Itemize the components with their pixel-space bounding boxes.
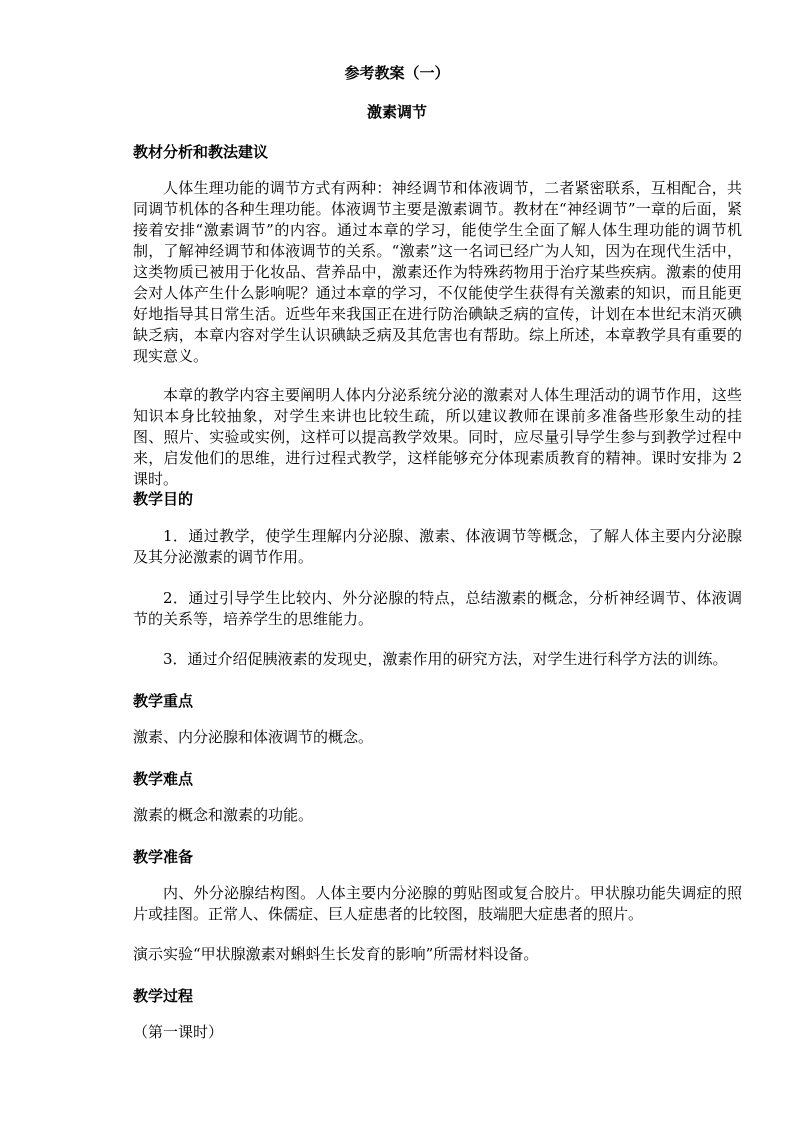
analysis-paragraph-2: 本章的教学内容主要阐明人体内分泌系统分泌的激素对人体生理活动的调节作用，这些知识本身比较抽象，对学生来讲也比较生疏，所以建议教师在课前多准备些形象生动的挂图、照片、实验或实例，这样可以提高教学效果。同时，应尽量引导学生参与到教学过程中来，启发他们的思维，进行过程式教学，这样能够充分体现素质教育的精神。课时安排为 2 课时。 (133, 386, 742, 488)
goal-item-3: 3．通过介绍促胰液素的发现史，激素作用的研究方法，对学生进行科学方法的训练。 (163, 650, 728, 668)
section-heading-key-points: 教学重点 (133, 692, 194, 710)
document-title: 参考教案（一） (344, 64, 450, 82)
preparation-paragraph-1: 内、外分泌腺结构图。人体主要内分泌腺的剪贴图或复合胶片。甲状腺功能失调症的照片或挂图。正常人、侏儒症、巨人症患者的比较图，肢端肥大症患者的照片。 (133, 884, 742, 923)
goal-item-1: 1．通过教学，使学生理解内分泌腺、激素、体液调节等概念，了解人体主要内分泌腺及其分泌激素的调节作用。 (133, 527, 742, 566)
goal-item-2: 2．通过引导学生比较内、外分泌腺的特点，总结激素的概念，分析神经调节、体液调节的关系等，培养学生的思维能力。 (133, 589, 742, 628)
key-points-text: 激素、内分泌腺和体液调节的概念。 (133, 728, 374, 746)
lesson-label: （第一课时） (133, 1023, 224, 1041)
difficulties-text: 激素的概念和激素的功能。 (133, 806, 314, 824)
analysis-paragraph-1: 人体生理功能的调节方式有两种：神经调节和体液调节，二者紧密联系，互相配合，共同调节机体的各种生理功能。体液调节主要是激素调节。教材在“神经调节”一章的后面，紧接着安排“激素调节”的内容。通过本章的学习，能使学生全面了解人体生理功能的调节机制，了解神经调节和体液调节的关系。“激素”这一名词已经广为人知，因为在现代生活中，这类物质已被用于化妆品、营养品中，激素还作为特殊药物用于治疗某些疾病。激素的使用会对人体产生什么影响呢？通过本章的学习，不仅能使学生获得有关激素的知识，而且能更好地指导其日常生活。近些年来我国正在进行防治碘缺乏病的宣传，计划在本世纪末消灭碘缺乏病，本章内容对学生认识碘缺乏病及其危害也有帮助。综上所述，本章教学具有重要的现实意义。 (133, 179, 742, 365)
section-heading-preparation: 教学准备 (133, 848, 194, 866)
section-heading-process: 教学过程 (133, 987, 194, 1005)
preparation-paragraph-2: 演示实验“甲状腺激素对蝌蚪生长发育的影响”所需材料设备。 (133, 945, 539, 963)
section-heading-analysis: 教材分析和教法建议 (133, 143, 269, 161)
document-subtitle: 激素调节 (366, 103, 427, 121)
section-heading-goals: 教学目的 (133, 490, 194, 508)
section-heading-difficulties: 教学难点 (133, 770, 194, 788)
